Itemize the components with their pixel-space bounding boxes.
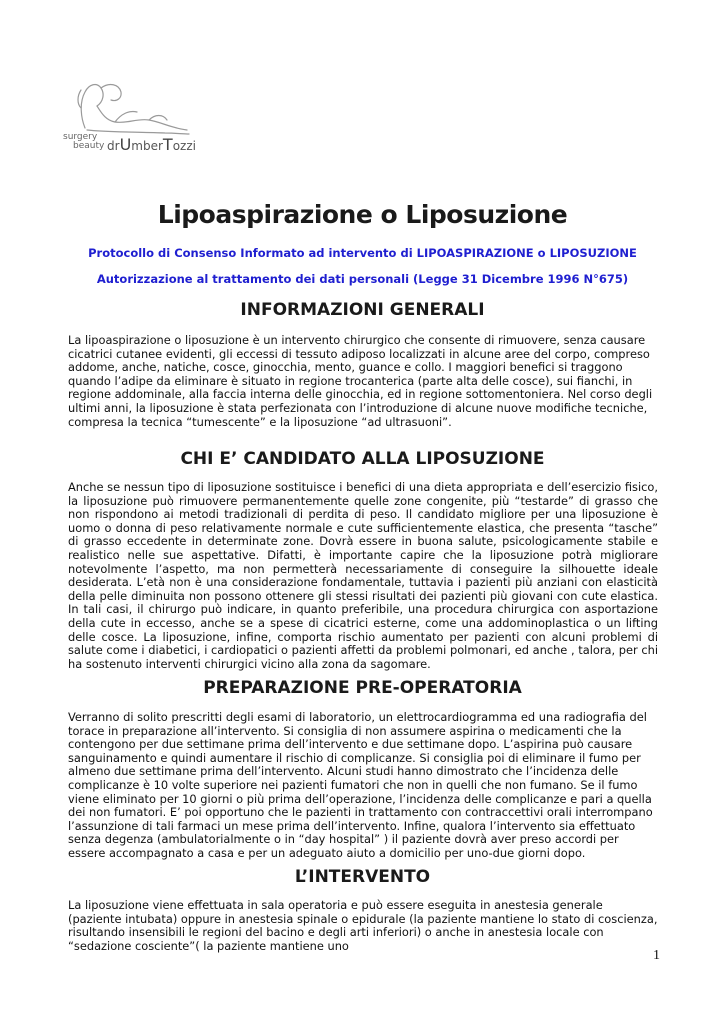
subtitle-consent: Protocollo di Consenso Informato ad intervento di LIPOASPIRAZIONE o LIPOSUZIONE [88, 246, 637, 260]
logo-last-rest: ozzi [172, 139, 196, 153]
section-heading-general-info: INFORMAZIONI GENERALI [240, 300, 485, 320]
section-heading-preparation: PREPARAZIONE PRE-OPERATORIA [203, 678, 522, 698]
logo-first-rest: mber [131, 139, 163, 153]
section-text-intervention: La liposuzione viene effettuata in sala operatoria e può essere eseguita in anestesia generale (paziente intubata) oppure in anestesia spinale o epidurale (la paziente mantiene lo stato di coscienza, risultando insensibili le regioni del bacino e degli arti inferiori) o anche in anestesia locale con “sedazione cosciente”( la paziente mantiene uno [68, 898, 658, 953]
document-title: Lipoaspirazione o Liposuzione [157, 200, 568, 229]
figure-logo-icon [75, 78, 195, 140]
section-text-preparation: Verranno di solito prescritti degli esami di laboratorio, un elettrocardiogramma ed una radiografia del torace in preparazione all’intervento. Si consiglia di non assumere aspirina o medicamenti che la contengono per due settimane prima dell’intervento e due settimane dopo. L’aspirina può causare sanguinamento e quindi aumentare il rischio di complicanze. Si consiglia poi di eliminare il fumo per almeno due settimane prima dell’intervento. Alcuni studi hanno dimostrato che l’incidenza delle complicanze è 10 volte superiore nei pazienti fumatori che non in quelli che non fumano. Se il fumo viene eliminato per 10 giorni o più prima dell’operazione, l’incidenza delle complicanze e pari a quella dei non fumatori. E’ poi opportuno che le pazienti in trattamento con contraccettivi orali interrompano l’assunzione di tali farmaci un mese prima dell’intervento. Infine, qualora l’intervento sia effettuato senza degenza (ambulatorialmente o in “day hospital” ) il paziente dovrà aver preso accordi per essere accompagnato a casa e per un adeguato aiuto a domicilio per uno-due giorni dopo. [68, 710, 653, 860]
subtitle-privacy: Autorizzazione al trattamento dei dati personali (Legge 31 Dicembre 1996 N°675) [96, 272, 629, 286]
logo-first-cap: U [119, 135, 132, 154]
logo-text-surgery: surgery [63, 132, 98, 142]
logo [55, 78, 215, 168]
section-heading-intervention: L’INTERVENTO [294, 867, 431, 887]
logo-name [107, 135, 196, 154]
logo-prefix: dr [107, 139, 120, 153]
section-heading-candidate: CHI E’ CANDIDATO ALLA LIPOSUZIONE [180, 449, 545, 469]
logo-last-cap: T [162, 135, 173, 154]
section-text-general-info: La lipoaspirazione o liposuzione è un intervento chirurgico che consente di rimuovere, senza causare cicatrici cutanee evidenti, gli eccessi di tessuto adiposo localizzati in alcune aree del corpo, compreso addome, anche, natiche, cosce, ginocchia, mento, guance e collo. I maggiori benefici si traggono quando l’adipe da eliminare è situato in regione trocanterica (parte alta delle cosce), sui fianchi, in regione addominale, alla faccia interna delle ginocchia, ed in regione sottomentoniera. Nel corso degli ultimi anni, la liposuzione è stata perfezionata con l’introduzione di alcune nuove modifiche tecniche, compresa la tecnica “tumescente” e la liposuzione “ad ultrasuoni”. [68, 333, 653, 429]
section-text-candidate: Anche se nessun tipo di liposuzione sostituisce i benefici di una dieta appropriata e dell’esercizio fisico, la liposuzione può rimuovere permanentemente quelle zone congenite, più “testarde” di grasso che non rispondono ai metodi tradizionali di perdita di peso. Il candidato migliore per una liposuzione è uomo o donna di peso relativamente normale e cute sufficientemente elastica, che presenta “tasche” di grasso eccedente in determinate zone. Dovrà essere in buona salute, psicologicamente stabile e realistico nelle sue aspettative. Difatti, è importante capire che la liposuzione potrà migliorare notevolmente l’aspetto, ma non permetterà necessariamente di conseguire la silhouette ideale desiderata. L’età non è una considerazione fondamentale, tuttavia i pazienti più anziani con elasticità della pelle diminuita non possono ottenere gli stessi risultati dei pazienti più giovani con cute elastica. In tali casi, il chirurgo può indicare, in quanto preferibile, una procedura chirurgica con asportazione della cute in eccesso, anche se a spese di cicatrici esterne, come una addominoplastica o un lifting delle cosce. La liposuzione, infine, comporta rischio aumentato per pazienti con alcuni problemi di salute come i diabetici, i cardiopatici o pazienti affetti da problemi polmonari, ed anche , talora, per chi ha sostenuto interventi chirurgici vicino alla zona da sagomare. [68, 480, 658, 671]
page-number: 1 [653, 948, 660, 963]
logo-text-beauty: beauty [73, 141, 105, 151]
